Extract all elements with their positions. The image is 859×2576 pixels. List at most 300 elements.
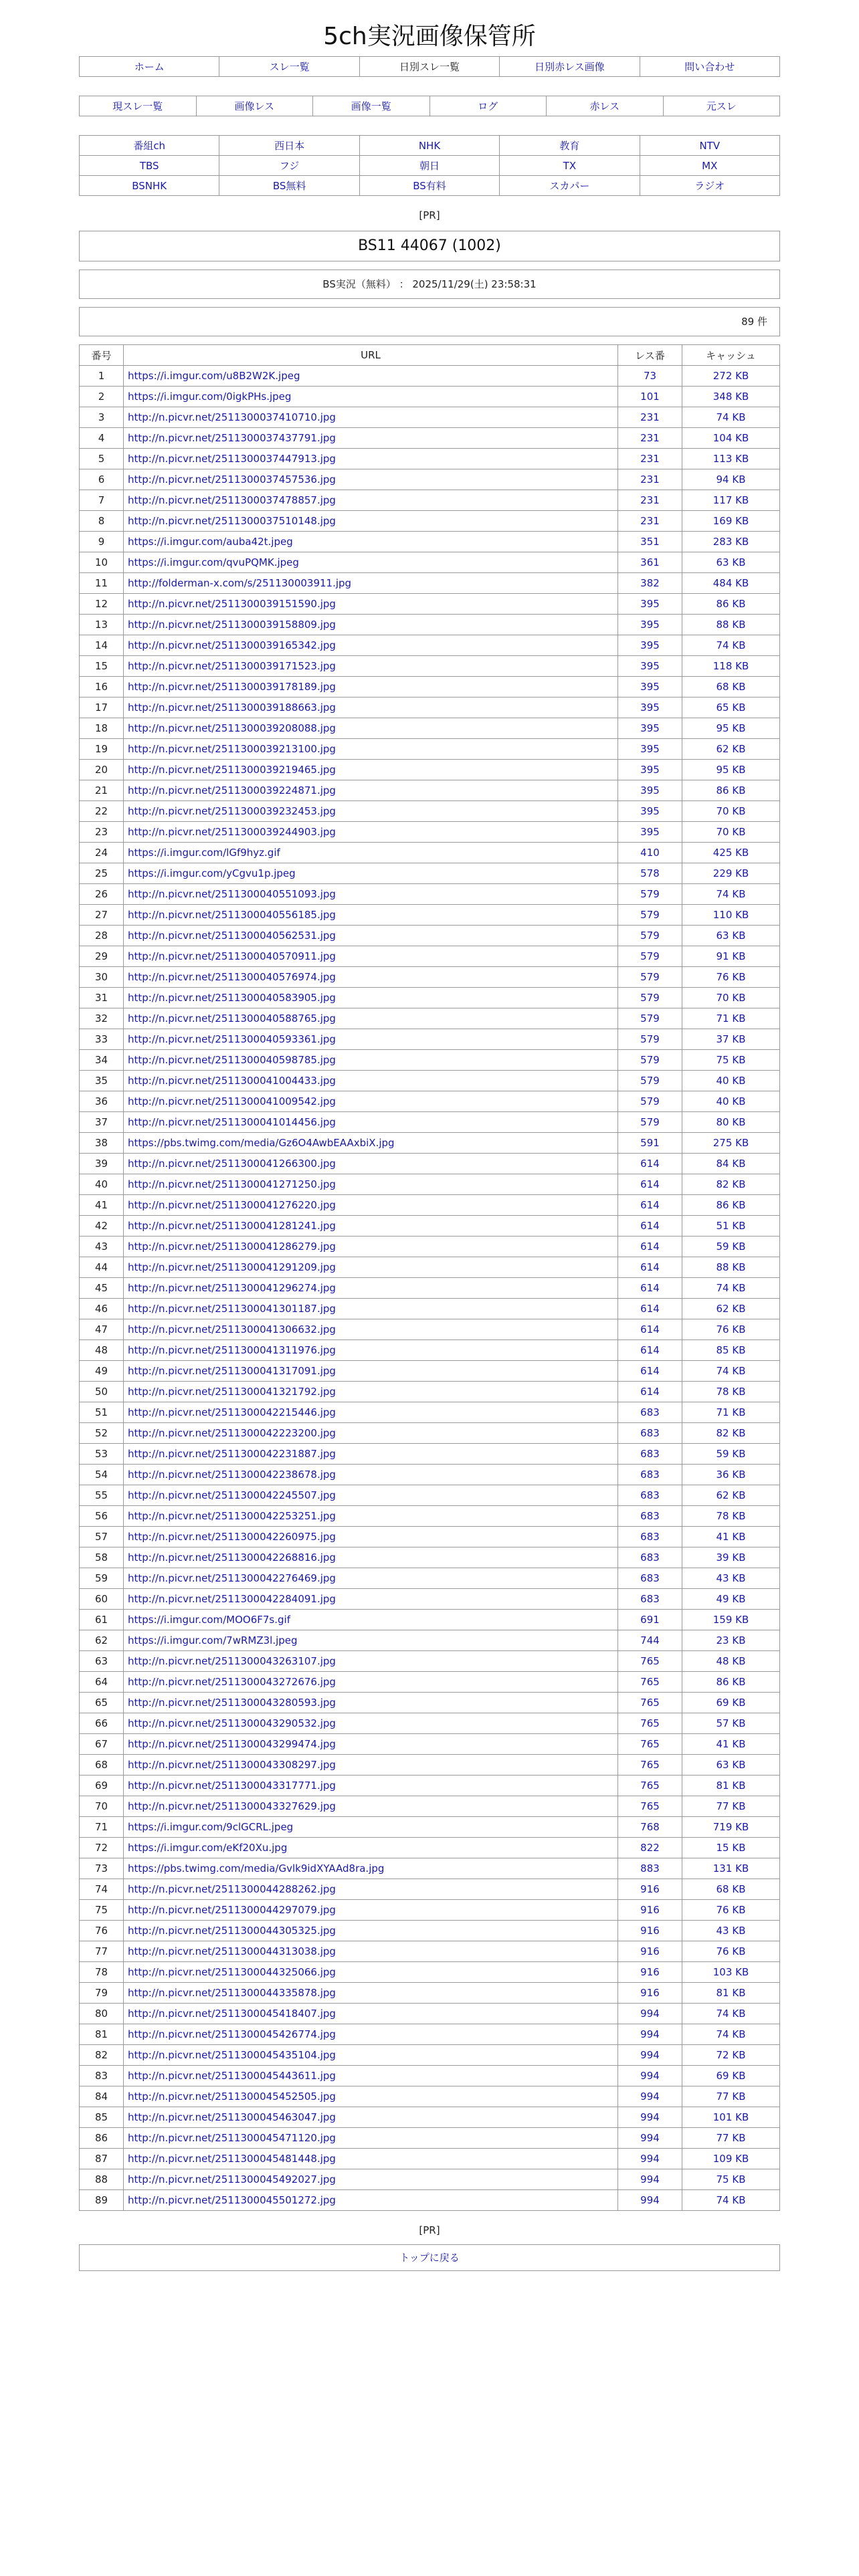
cache-size-link[interactable]: 74 KB <box>682 2004 780 2024</box>
cache-size-link[interactable]: 68 KB <box>682 1879 780 1900</box>
res-number-link[interactable]: 994 <box>618 2045 682 2066</box>
cache-size-link[interactable]: 78 KB <box>682 1506 780 1527</box>
cache-size-link[interactable]: 59 KB <box>682 1444 780 1465</box>
channel-nav-item[interactable]: 番組ch <box>80 136 219 156</box>
cache-size-link[interactable]: 74 KB <box>682 407 780 428</box>
cache-size-link[interactable]: 104 KB <box>682 428 780 449</box>
channel-nav-item[interactable]: NHK <box>360 136 500 156</box>
cache-size-link[interactable]: 70 KB <box>682 801 780 822</box>
channel-nav-item[interactable]: NTV <box>640 136 780 156</box>
image-url-link[interactable]: http://n.picvr.net/2511300041291209.jpg <box>124 1257 618 1278</box>
res-number-link[interactable]: 614 <box>618 1299 682 1319</box>
cache-size-link[interactable]: 81 KB <box>682 1983 780 2004</box>
image-url-link[interactable]: http://n.picvr.net/2511300041311976.jpg <box>124 1340 618 1361</box>
image-url-link[interactable]: https://i.imgur.com/lGf9hyz.gif <box>124 843 618 863</box>
cache-size-link[interactable]: 81 KB <box>682 1776 780 1796</box>
image-url-link[interactable]: http://n.picvr.net/2511300043299474.jpg <box>124 1734 618 1755</box>
cache-size-link[interactable]: 113 KB <box>682 449 780 469</box>
image-url-link[interactable]: http://n.picvr.net/2511300039178189.jpg <box>124 677 618 697</box>
cache-size-link[interactable]: 62 KB <box>682 1485 780 1506</box>
cache-size-link[interactable]: 229 KB <box>682 863 780 884</box>
image-url-link[interactable]: http://n.picvr.net/2511300040593361.jpg <box>124 1029 618 1050</box>
cache-size-link[interactable]: 275 KB <box>682 1133 780 1154</box>
res-number-link[interactable]: 579 <box>618 1071 682 1091</box>
res-number-link[interactable]: 231 <box>618 490 682 511</box>
res-number-link[interactable]: 351 <box>618 532 682 552</box>
cache-size-link[interactable]: 57 KB <box>682 1713 780 1734</box>
res-number-link[interactable]: 883 <box>618 1858 682 1879</box>
cache-size-link[interactable]: 74 KB <box>682 2190 780 2211</box>
res-number-link[interactable]: 822 <box>618 1838 682 1858</box>
image-url-link[interactable]: http://n.picvr.net/2511300043263107.jpg <box>124 1651 618 1672</box>
res-number-link[interactable]: 994 <box>618 2169 682 2190</box>
res-number-link[interactable]: 683 <box>618 1444 682 1465</box>
image-url-link[interactable]: http://n.picvr.net/2511300039244903.jpg <box>124 822 618 843</box>
cache-size-link[interactable]: 68 KB <box>682 677 780 697</box>
cache-size-link[interactable]: 75 KB <box>682 2169 780 2190</box>
image-url-link[interactable]: http://n.picvr.net/2511300040551093.jpg <box>124 884 618 905</box>
image-url-link[interactable]: http://n.picvr.net/2511300037410710.jpg <box>124 407 618 428</box>
image-url-link[interactable]: http://n.picvr.net/2511300040570911.jpg <box>124 946 618 967</box>
cache-size-link[interactable]: 75 KB <box>682 1050 780 1071</box>
thread-nav-item[interactable]: 赤レス <box>547 96 664 116</box>
back-to-top-link[interactable]: トップに戻る <box>79 2244 780 2271</box>
image-url-link[interactable]: http://n.picvr.net/2511300043280593.jpg <box>124 1693 618 1713</box>
cache-size-link[interactable]: 74 KB <box>682 1361 780 1382</box>
cache-size-link[interactable]: 23 KB <box>682 1630 780 1651</box>
res-number-link[interactable]: 231 <box>618 428 682 449</box>
cache-size-link[interactable]: 118 KB <box>682 656 780 677</box>
cache-size-link[interactable]: 110 KB <box>682 905 780 926</box>
cache-size-link[interactable]: 76 KB <box>682 967 780 988</box>
res-number-link[interactable]: 579 <box>618 905 682 926</box>
res-number-link[interactable]: 614 <box>618 1361 682 1382</box>
channel-nav-item[interactable]: BS有料 <box>360 176 500 196</box>
res-number-link[interactable]: 231 <box>618 407 682 428</box>
cache-size-link[interactable]: 76 KB <box>682 1900 780 1921</box>
image-url-link[interactable]: http://n.picvr.net/2511300041276220.jpg <box>124 1195 618 1216</box>
cache-size-link[interactable]: 37 KB <box>682 1029 780 1050</box>
image-url-link[interactable]: http://n.picvr.net/2511300044305325.jpg <box>124 1921 618 1941</box>
channel-nav-item[interactable]: スカパー <box>500 176 640 196</box>
res-number-link[interactable]: 683 <box>618 1485 682 1506</box>
image-url-link[interactable]: http://n.picvr.net/2511300039151590.jpg <box>124 594 618 615</box>
image-url-link[interactable]: http://n.picvr.net/2511300037510148.jpg <box>124 511 618 532</box>
image-url-link[interactable]: http://n.picvr.net/2511300039158809.jpg <box>124 615 618 635</box>
cache-size-link[interactable]: 63 KB <box>682 552 780 573</box>
cache-size-link[interactable]: 72 KB <box>682 2045 780 2066</box>
cache-size-link[interactable]: 84 KB <box>682 1154 780 1174</box>
res-number-link[interactable]: 994 <box>618 2190 682 2211</box>
res-number-link[interactable]: 765 <box>618 1651 682 1672</box>
res-number-link[interactable]: 614 <box>618 1340 682 1361</box>
res-number-link[interactable]: 579 <box>618 1112 682 1133</box>
cache-size-link[interactable]: 70 KB <box>682 988 780 1008</box>
cache-size-link[interactable]: 74 KB <box>682 635 780 656</box>
res-number-link[interactable]: 395 <box>618 594 682 615</box>
cache-size-link[interactable]: 76 KB <box>682 1941 780 1962</box>
cache-size-link[interactable]: 131 KB <box>682 1858 780 1879</box>
image-url-link[interactable]: http://n.picvr.net/2511300041271250.jpg <box>124 1174 618 1195</box>
image-url-link[interactable]: https://i.imgur.com/yCgvu1p.jpeg <box>124 863 618 884</box>
cache-size-link[interactable]: 70 KB <box>682 822 780 843</box>
row-number: 21 <box>80 780 124 801</box>
cache-size-link[interactable]: 86 KB <box>682 594 780 615</box>
res-number-link[interactable]: 683 <box>618 1423 682 1444</box>
image-url-link[interactable]: http://n.picvr.net/2511300042215446.jpg <box>124 1402 618 1423</box>
cache-size-link[interactable]: 425 KB <box>682 843 780 863</box>
cache-size-link[interactable]: 77 KB <box>682 2128 780 2149</box>
cache-size-link[interactable]: 88 KB <box>682 1257 780 1278</box>
cache-size-link[interactable]: 74 KB <box>682 1278 780 1299</box>
image-url-link[interactable]: http://n.picvr.net/2511300040588765.jpg <box>124 1008 618 1029</box>
res-number-link[interactable]: 765 <box>618 1672 682 1693</box>
image-url-link[interactable]: http://n.picvr.net/2511300039188663.jpg <box>124 697 618 718</box>
res-number-link[interactable]: 614 <box>618 1195 682 1216</box>
cache-size-link[interactable]: 95 KB <box>682 718 780 739</box>
res-number-link[interactable]: 231 <box>618 449 682 469</box>
cache-size-link[interactable]: 39 KB <box>682 1547 780 1568</box>
res-number-link[interactable]: 994 <box>618 2066 682 2086</box>
res-number-link[interactable]: 994 <box>618 2128 682 2149</box>
cache-size-link[interactable]: 48 KB <box>682 1651 780 1672</box>
image-url-link[interactable]: http://n.picvr.net/2511300041286279.jpg <box>124 1237 618 1257</box>
image-url-link[interactable]: https://i.imgur.com/7wRMZ3l.jpeg <box>124 1630 618 1651</box>
cache-size-link[interactable]: 91 KB <box>682 946 780 967</box>
image-url-link[interactable]: http://n.picvr.net/2511300042238678.jpg <box>124 1465 618 1485</box>
res-number-link[interactable]: 614 <box>618 1237 682 1257</box>
cache-size-link[interactable]: 49 KB <box>682 1589 780 1610</box>
image-url-link[interactable]: http://n.picvr.net/2511300045471120.jpg <box>124 2128 618 2149</box>
image-url-link[interactable]: https://i.imgur.com/0igkPHs.jpeg <box>124 387 618 407</box>
image-url-link[interactable]: http://n.picvr.net/2511300043327629.jpg <box>124 1796 618 1817</box>
image-url-link[interactable]: http://n.picvr.net/2511300037478857.jpg <box>124 490 618 511</box>
image-url-link[interactable]: http://n.picvr.net/2511300045418407.jpg <box>124 2004 618 2024</box>
res-number-link[interactable]: 395 <box>618 697 682 718</box>
table-row <box>80 1879 780 1900</box>
res-number-link[interactable]: 614 <box>618 1278 682 1299</box>
image-url-link[interactable]: http://n.picvr.net/2511300044325066.jpg <box>124 1962 618 1983</box>
image-url-link[interactable]: https://pbs.twimg.com/media/Gz6O4AwbEAAxbiX.jpg <box>124 1133 618 1154</box>
res-number-link[interactable]: 395 <box>618 615 682 635</box>
image-url-link[interactable]: http://n.picvr.net/2511300039213100.jpg <box>124 739 618 760</box>
res-number-link[interactable]: 578 <box>618 863 682 884</box>
cache-size-link[interactable]: 77 KB <box>682 1796 780 1817</box>
res-number-link[interactable]: 994 <box>618 2107 682 2128</box>
cache-size-link[interactable]: 109 KB <box>682 2149 780 2169</box>
res-number-link[interactable]: 410 <box>618 843 682 863</box>
res-number-link[interactable]: 395 <box>618 656 682 677</box>
image-url-link[interactable]: http://n.picvr.net/2511300042284091.jpg <box>124 1589 618 1610</box>
cache-size-link[interactable]: 86 KB <box>682 1672 780 1693</box>
cache-size-link[interactable]: 272 KB <box>682 366 780 387</box>
image-url-link[interactable]: http://n.picvr.net/2511300045463047.jpg <box>124 2107 618 2128</box>
table-row <box>80 552 780 573</box>
image-url-link[interactable]: http://n.picvr.net/2511300043290532.jpg <box>124 1713 618 1734</box>
main-nav-item[interactable]: ホーム <box>80 57 219 77</box>
res-number-link[interactable]: 683 <box>618 1547 682 1568</box>
image-url-link[interactable]: http://n.picvr.net/2511300039219465.jpg <box>124 760 618 780</box>
image-url-link[interactable]: http://n.picvr.net/2511300039171523.jpg <box>124 656 618 677</box>
res-number-link[interactable]: 231 <box>618 511 682 532</box>
image-url-link[interactable]: http://n.picvr.net/2511300037437791.jpg <box>124 428 618 449</box>
res-number-link[interactable]: 683 <box>618 1402 682 1423</box>
cache-size-link[interactable]: 85 KB <box>682 1340 780 1361</box>
image-url-link[interactable]: http://n.picvr.net/2511300042253251.jpg <box>124 1506 618 1527</box>
channel-nav-item[interactable]: フジ <box>219 156 359 176</box>
main-nav-item[interactable]: スレ一覧 <box>219 57 359 77</box>
res-number-link[interactable]: 614 <box>618 1154 682 1174</box>
row-number: 54 <box>80 1465 124 1485</box>
res-number-link[interactable]: 395 <box>618 718 682 739</box>
thread-nav-item[interactable]: 画像レス <box>197 96 314 116</box>
res-number-link[interactable]: 744 <box>618 1630 682 1651</box>
image-url-link[interactable]: http://n.picvr.net/2511300045452505.jpg <box>124 2086 618 2107</box>
res-number-link[interactable]: 361 <box>618 552 682 573</box>
image-url-link[interactable]: http://n.picvr.net/2511300041321792.jpg <box>124 1382 618 1402</box>
image-url-link[interactable]: http://n.picvr.net/2511300041266300.jpg <box>124 1154 618 1174</box>
cache-size-link[interactable]: 51 KB <box>682 1216 780 1237</box>
res-number-link[interactable]: 916 <box>618 1962 682 1983</box>
image-url-link[interactable]: http://n.picvr.net/2511300042231887.jpg <box>124 1444 618 1465</box>
cache-size-link[interactable]: 36 KB <box>682 1465 780 1485</box>
cache-size-link[interactable]: 159 KB <box>682 1610 780 1630</box>
table-row <box>80 1838 780 1858</box>
image-url-link[interactable]: http://n.picvr.net/2511300041296274.jpg <box>124 1278 618 1299</box>
image-url-link[interactable]: https://i.imgur.com/auba42t.jpeg <box>124 532 618 552</box>
cache-size-link[interactable]: 43 KB <box>682 1568 780 1589</box>
cache-size-link[interactable]: 348 KB <box>682 387 780 407</box>
res-number-link[interactable]: 579 <box>618 926 682 946</box>
image-url-link[interactable]: http://n.picvr.net/2511300042268816.jpg <box>124 1547 618 1568</box>
res-number-link[interactable]: 614 <box>618 1174 682 1195</box>
res-number-link[interactable]: 765 <box>618 1796 682 1817</box>
res-number-link[interactable]: 916 <box>618 1900 682 1921</box>
image-url-link[interactable]: http://n.picvr.net/2511300041317091.jpg <box>124 1361 618 1382</box>
cache-size-link[interactable]: 63 KB <box>682 926 780 946</box>
res-number-link[interactable]: 395 <box>618 822 682 843</box>
res-number-link[interactable]: 691 <box>618 1610 682 1630</box>
res-number-link[interactable]: 579 <box>618 988 682 1008</box>
image-url-link[interactable]: http://n.picvr.net/2511300040583905.jpg <box>124 988 618 1008</box>
thread-nav-item[interactable]: ログ <box>430 96 547 116</box>
image-url-link[interactable]: http://n.picvr.net/2511300040598785.jpg <box>124 1050 618 1071</box>
cache-size-link[interactable]: 76 KB <box>682 1319 780 1340</box>
res-number-link[interactable]: 395 <box>618 760 682 780</box>
res-number-link[interactable]: 395 <box>618 677 682 697</box>
cache-size-link[interactable]: 94 KB <box>682 469 780 490</box>
cache-size-link[interactable]: 41 KB <box>682 1734 780 1755</box>
res-number-link[interactable]: 765 <box>618 1713 682 1734</box>
image-url-link[interactable]: http://n.picvr.net/2511300042245507.jpg <box>124 1485 618 1506</box>
image-url-link[interactable]: http://n.picvr.net/2511300041014456.jpg <box>124 1112 618 1133</box>
image-url-link[interactable]: http://n.picvr.net/2511300041306632.jpg <box>124 1319 618 1340</box>
image-url-link[interactable]: http://n.picvr.net/2511300037447913.jpg <box>124 449 618 469</box>
res-number-link[interactable]: 395 <box>618 780 682 801</box>
res-number-link[interactable]: 614 <box>618 1257 682 1278</box>
image-url-link[interactable]: http://n.picvr.net/2511300039224871.jpg <box>124 780 618 801</box>
cache-size-link[interactable]: 62 KB <box>682 1299 780 1319</box>
cache-size-link[interactable]: 103 KB <box>682 1962 780 1983</box>
channel-nav-item[interactable]: BSNHK <box>80 176 219 196</box>
image-url-link[interactable]: http://n.picvr.net/2511300042260975.jpg <box>124 1527 618 1547</box>
image-url-link[interactable]: http://n.picvr.net/2511300044297079.jpg <box>124 1900 618 1921</box>
image-url-link[interactable]: http://n.picvr.net/2511300041004433.jpg <box>124 1071 618 1091</box>
cache-size-link[interactable]: 40 KB <box>682 1091 780 1112</box>
channel-nav-item[interactable]: 西日本 <box>219 136 359 156</box>
res-number-link[interactable]: 579 <box>618 1008 682 1029</box>
image-table <box>79 344 780 2211</box>
cache-size-link[interactable]: 74 KB <box>682 884 780 905</box>
res-number-link[interactable]: 614 <box>618 1216 682 1237</box>
cache-size-link[interactable]: 65 KB <box>682 697 780 718</box>
res-number-link[interactable]: 591 <box>618 1133 682 1154</box>
cache-size-link[interactable]: 71 KB <box>682 1008 780 1029</box>
image-url-link[interactable]: https://i.imgur.com/eKf20Xu.jpg <box>124 1838 618 1858</box>
res-number-link[interactable]: 579 <box>618 1091 682 1112</box>
res-number-link[interactable]: 765 <box>618 1693 682 1713</box>
res-number-link[interactable]: 994 <box>618 2004 682 2024</box>
cache-size-link[interactable]: 62 KB <box>682 739 780 760</box>
channel-nav-item[interactable]: TX <box>500 156 640 176</box>
image-url-link[interactable]: http://n.picvr.net/2511300039208088.jpg <box>124 718 618 739</box>
cache-size-link[interactable]: 15 KB <box>682 1838 780 1858</box>
cache-size-link[interactable]: 95 KB <box>682 760 780 780</box>
image-url-link[interactable]: http://n.picvr.net/2511300042276469.jpg <box>124 1568 618 1589</box>
channel-nav-item[interactable]: 朝日 <box>360 156 500 176</box>
res-number-link[interactable]: 579 <box>618 884 682 905</box>
image-url-link[interactable]: https://i.imgur.com/MOO6F7s.gif <box>124 1610 618 1630</box>
image-url-link[interactable]: http://n.picvr.net/2511300045492027.jpg <box>124 2169 618 2190</box>
res-number-link[interactable]: 614 <box>618 1382 682 1402</box>
res-number-link[interactable]: 916 <box>618 1941 682 1962</box>
res-number-link[interactable]: 231 <box>618 469 682 490</box>
channel-nav-item[interactable]: ラジオ <box>640 176 780 196</box>
channel-nav-item[interactable]: TBS <box>80 156 219 176</box>
cache-size-link[interactable]: 88 KB <box>682 615 780 635</box>
image-url-link[interactable]: http://n.picvr.net/2511300044288262.jpg <box>124 1879 618 1900</box>
image-url-link[interactable]: http://n.picvr.net/2511300044313038.jpg <box>124 1941 618 1962</box>
res-number-link[interactable]: 73 <box>618 366 682 387</box>
cache-size-link[interactable]: 117 KB <box>682 490 780 511</box>
image-url-link[interactable]: http://n.picvr.net/2511300041301187.jpg <box>124 1299 618 1319</box>
res-number-link[interactable]: 916 <box>618 1921 682 1941</box>
channel-nav-item[interactable]: 教育 <box>500 136 640 156</box>
res-number-link[interactable]: 765 <box>618 1776 682 1796</box>
cache-size-link[interactable]: 77 KB <box>682 2086 780 2107</box>
image-url-link[interactable]: https://pbs.twimg.com/media/Gvlk9idXYAAd8ra.jpg <box>124 1858 618 1879</box>
res-number-link[interactable]: 683 <box>618 1527 682 1547</box>
image-url-link[interactable]: https://i.imgur.com/9clGCRL.jpeg <box>124 1817 618 1838</box>
main-nav-item[interactable]: 日別赤レス画像 <box>500 57 640 77</box>
res-number-link[interactable]: 579 <box>618 946 682 967</box>
res-number-link[interactable]: 916 <box>618 1983 682 2004</box>
res-number-link[interactable]: 395 <box>618 801 682 822</box>
thread-nav-item[interactable]: 現スレ一覧 <box>80 96 197 116</box>
cache-size-link[interactable]: 74 KB <box>682 2024 780 2045</box>
cache-size-link[interactable]: 169 KB <box>682 511 780 532</box>
image-url-link[interactable]: http://n.picvr.net/2511300044335878.jpg <box>124 1983 618 2004</box>
res-number-link[interactable]: 395 <box>618 739 682 760</box>
res-number-link[interactable]: 768 <box>618 1817 682 1838</box>
image-url-link[interactable]: http://n.picvr.net/2511300039232453.jpg <box>124 801 618 822</box>
cache-size-link[interactable]: 59 KB <box>682 1237 780 1257</box>
cache-size-link[interactable]: 40 KB <box>682 1071 780 1091</box>
res-number-link[interactable]: 683 <box>618 1589 682 1610</box>
image-url-link[interactable]: http://n.picvr.net/2511300045481448.jpg <box>124 2149 618 2169</box>
cache-size-link[interactable]: 69 KB <box>682 1693 780 1713</box>
image-url-link[interactable]: http://n.picvr.net/2511300043308297.jpg <box>124 1755 618 1776</box>
cache-size-link[interactable]: 283 KB <box>682 532 780 552</box>
image-url-link[interactable]: http://n.picvr.net/2511300039165342.jpg <box>124 635 618 656</box>
cache-size-link[interactable]: 86 KB <box>682 1195 780 1216</box>
image-url-link[interactable]: http://n.picvr.net/2511300040562531.jpg <box>124 926 618 946</box>
channel-nav-item[interactable]: MX <box>640 156 780 176</box>
res-number-link[interactable]: 683 <box>618 1506 682 1527</box>
res-number-link[interactable]: 683 <box>618 1568 682 1589</box>
res-number-link[interactable]: 579 <box>618 1029 682 1050</box>
res-number-link[interactable]: 765 <box>618 1755 682 1776</box>
res-number-link[interactable]: 395 <box>618 635 682 656</box>
cache-size-link[interactable]: 63 KB <box>682 1755 780 1776</box>
cache-size-link[interactable]: 69 KB <box>682 2066 780 2086</box>
image-url-link[interactable]: https://i.imgur.com/u8B2W2K.jpeg <box>124 366 618 387</box>
cache-size-link[interactable]: 82 KB <box>682 1174 780 1195</box>
image-url-link[interactable]: http://n.picvr.net/2511300045435104.jpg <box>124 2045 618 2066</box>
thread-nav-item[interactable]: 画像一覧 <box>313 96 430 116</box>
image-url-link[interactable]: http://folderman-x.com/s/251130003911.jpg <box>124 573 618 594</box>
cache-size-link[interactable]: 484 KB <box>682 573 780 594</box>
res-number-link[interactable]: 382 <box>618 573 682 594</box>
cache-size-link[interactable]: 719 KB <box>682 1817 780 1838</box>
cache-size-link[interactable]: 82 KB <box>682 1423 780 1444</box>
row-number: 31 <box>80 988 124 1008</box>
image-url-link[interactable]: http://n.picvr.net/2511300045501272.jpg <box>124 2190 618 2211</box>
res-number-link[interactable]: 916 <box>618 1879 682 1900</box>
thread-nav-item[interactable]: 元スレ <box>664 96 781 116</box>
res-number-link[interactable]: 579 <box>618 967 682 988</box>
cache-size-link[interactable]: 71 KB <box>682 1402 780 1423</box>
res-number-link[interactable]: 994 <box>618 2086 682 2107</box>
cache-size-link[interactable]: 86 KB <box>682 780 780 801</box>
cache-size-link[interactable]: 43 KB <box>682 1921 780 1941</box>
image-url-link[interactable]: http://n.picvr.net/2511300045426774.jpg <box>124 2024 618 2045</box>
image-url-link[interactable]: http://n.picvr.net/2511300042223200.jpg <box>124 1423 618 1444</box>
main-nav-item[interactable]: 問い合わせ <box>640 57 780 77</box>
image-url-link[interactable]: http://n.picvr.net/2511300043272676.jpg <box>124 1672 618 1693</box>
image-url-link[interactable]: http://n.picvr.net/2511300043317771.jpg <box>124 1776 618 1796</box>
image-url-link[interactable]: https://i.imgur.com/qvuPQMK.jpeg <box>124 552 618 573</box>
res-number-link[interactable]: 994 <box>618 2149 682 2169</box>
image-url-link[interactable]: http://n.picvr.net/2511300040556185.jpg <box>124 905 618 926</box>
image-url-link[interactable]: http://n.picvr.net/2511300040576974.jpg <box>124 967 618 988</box>
image-url-link[interactable]: http://n.picvr.net/2511300037457536.jpg <box>124 469 618 490</box>
res-number-link[interactable]: 765 <box>618 1734 682 1755</box>
res-number-link[interactable]: 683 <box>618 1465 682 1485</box>
res-number-link[interactable]: 101 <box>618 387 682 407</box>
cache-size-link[interactable]: 41 KB <box>682 1527 780 1547</box>
image-url-link[interactable]: http://n.picvr.net/2511300041281241.jpg <box>124 1216 618 1237</box>
res-number-link[interactable]: 994 <box>618 2024 682 2045</box>
channel-nav-item[interactable]: BS無料 <box>219 176 359 196</box>
res-number-link[interactable]: 579 <box>618 1050 682 1071</box>
image-url-link[interactable]: http://n.picvr.net/2511300045443611.jpg <box>124 2066 618 2086</box>
image-url-link[interactable]: http://n.picvr.net/2511300041009542.jpg <box>124 1091 618 1112</box>
res-number-link[interactable]: 614 <box>618 1319 682 1340</box>
cache-size-link[interactable]: 78 KB <box>682 1382 780 1402</box>
cache-size-link[interactable]: 80 KB <box>682 1112 780 1133</box>
cache-size-link[interactable]: 101 KB <box>682 2107 780 2128</box>
